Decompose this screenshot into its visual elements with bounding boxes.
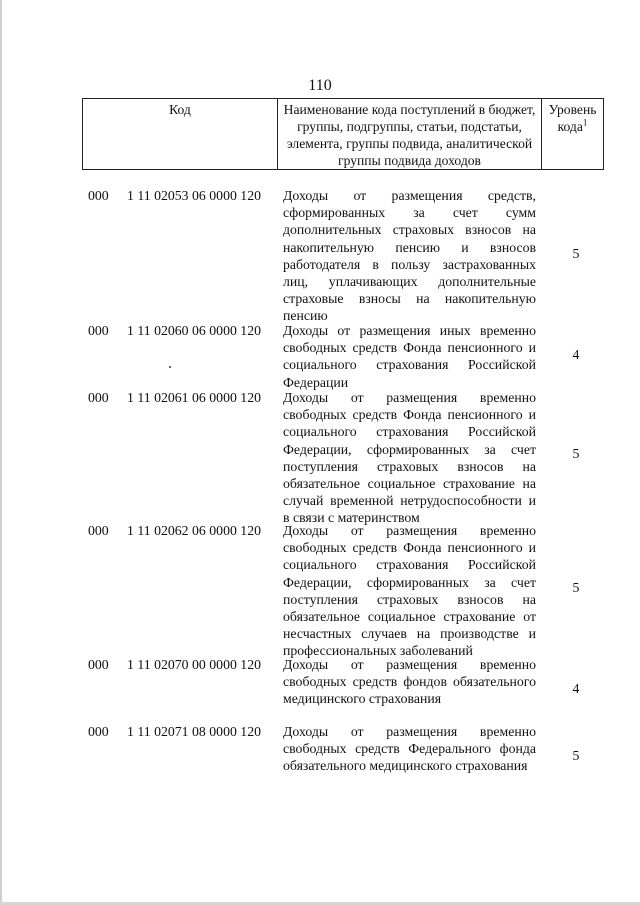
scan-edge-left (0, 0, 2, 905)
row-code: 1 11 02071 08 0000 120 (127, 724, 262, 739)
header-level-footnote: 1 (582, 117, 588, 128)
header-code (83, 99, 278, 169)
row-prefix: 000 (88, 390, 109, 405)
row-prefix: 000 (88, 323, 109, 338)
row-level: 4 (572, 681, 580, 696)
row-code: 1 11 02062 06 0000 120 (127, 523, 262, 538)
row-code: 1 11 02061 06 0000 120 (127, 390, 262, 405)
header-code-label: Код (169, 102, 191, 117)
scan-speck (169, 366, 171, 368)
row-prefix: 000 (88, 724, 109, 739)
page-number: 110 (308, 77, 332, 94)
row-prefix: 000 (88, 523, 109, 538)
row-description: Доходы от размещения иных временно свободных средств Фонда пенсионного и социального страхования Российской Федерации (283, 323, 536, 390)
row-description: Доходы от размещения средств, сформированных за счет сумм дополнительных страховых взносов на накопительную пенсию и взносов работодателя в пользу застрахованных лиц, уплачивающих дополнительные страховые взносы на накопительную пенсию (283, 188, 536, 324)
row-level: 4 (572, 347, 580, 362)
table-header (82, 98, 604, 170)
header-name-label: Наименование кода поступлений в бюджет, группы, подгруппы, статьи, подстатьи, элемента, группы подвида, аналитической группы подвида доходов (283, 102, 536, 168)
row-description: Доходы от размещения временно свободных средств фондов обязательного медицинского страхования (283, 657, 536, 707)
row-code: 1 11 02060 06 0000 120 (127, 323, 262, 338)
row-description: Доходы от размещения временно свободных средств Федерального фонда обязательного медицинского страхования (283, 724, 536, 774)
row-level: 5 (572, 246, 580, 261)
header-level-label: Уровень кода (548, 102, 597, 134)
row-prefix: 000 (88, 188, 109, 203)
header-name (278, 99, 542, 169)
row-description: Доходы от размещения временно свободных средств Фонда пенсионного и социального страхования Российской Федерации, сформированных за счет поступления страховых взносов на обязательное социальное страхование от несчастных случаев на производстве и профессиональных заболеваний (283, 523, 536, 659)
row-code: 1 11 02053 06 0000 120 (127, 188, 262, 203)
row-prefix: 000 (88, 657, 109, 672)
row-level: 5 (572, 748, 580, 763)
row-level: 5 (572, 580, 580, 595)
row-code: 1 11 02070 00 0000 120 (127, 657, 262, 672)
row-level: 5 (572, 446, 580, 461)
header-level (542, 99, 603, 169)
row-description: Доходы от размещения временно свободных средств Фонда пенсионного и социального страхования Российской Федерации, сформированных за счет поступления страховых взносов на обязательное социальное страхование на случай временной нетрудоспособности и в связи с материнством (283, 390, 536, 526)
